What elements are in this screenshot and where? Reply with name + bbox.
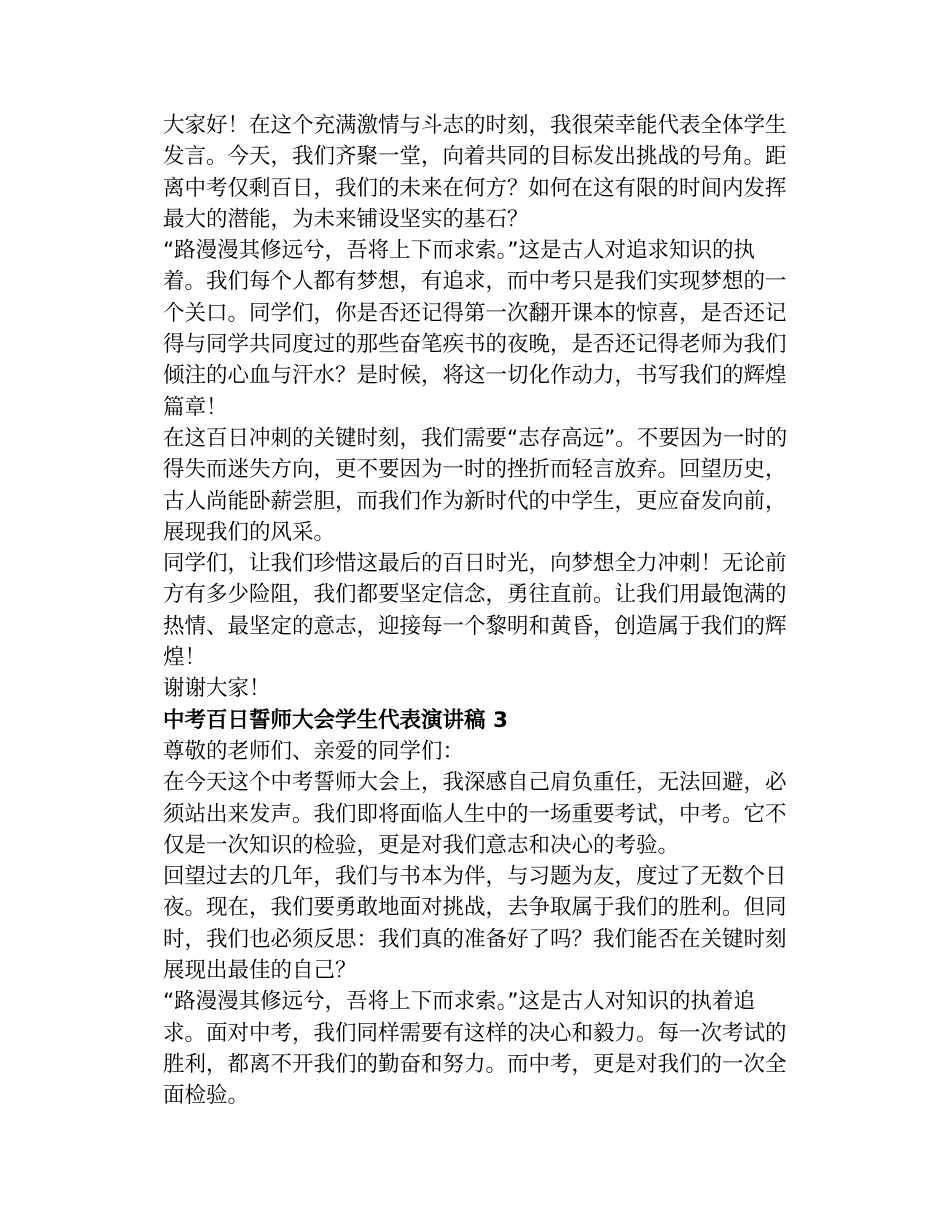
document-body bbox=[163, 110, 791, 1112]
paragraph-perseverance: “路漫漫其修远兮，吾将上下而求索。”这是古人对知识的执着追求。面对中考，我们同样需要有这样的决心和毅力。每一次考试的胜利，都离不开我们的勤奋和努力。而中考，更是对我们的一次全面检验。 bbox=[163, 989, 787, 1109]
paragraph-thanks: 谢谢大家！ bbox=[163, 676, 271, 702]
section-heading: 中考百日誓师大会学生代表演讲稿 3 bbox=[163, 707, 508, 733]
paragraph-greeting-opening: 大家好！在这个充满激情与斗志的时刻，我很荣幸能代表全体学生发言。今天，我们齐聚一堂，向着共同的目标发出挑战的号角。距离中考仅剩百日，我们的未来在何方？如何在这有限的时间内发挥最大的潜能，为未来铺设坚实的基石？ bbox=[163, 113, 787, 232]
paragraph-responsibility: 在今天这个中考誓师大会上，我深感自己肩负重任，无法回避，必须站出来发声。我们即将面临人生中的一场重要考试，中考。它不仅是一次知识的检验，更是对我们意志和决心的考验。 bbox=[163, 770, 787, 858]
paragraph-salutation: 尊敬的老师们、亲爱的同学们： bbox=[163, 738, 465, 764]
paragraph-call-to-action: 同学们，让我们珍惜这最后的百日时光，向梦想全力冲刺！无论前方有多少险阻，我们都要坚定信念，勇往直前。让我们用最饱满的热情、最坚定的意志，迎接每一个黎明和黄昏，创造属于我们的辉煌！ bbox=[163, 551, 787, 671]
paragraph-reflection: 回望过去的几年，我们与书本为伴，与习题为友，度过了无数个日夜。现在，我们要勇敢地面对挑战，去争取属于我们的胜利。但同时，我们也必须反思：我们真的准备好了吗？我们能否在关键时刻展现出最佳的自己？ bbox=[163, 864, 787, 984]
paragraph-ambition: 在这百日冲刺的关键时刻，我们需要“志存高远”。不要因为一时的得失而迷失方向，更不要因为一时的挫折而轻言放弃。回望历史，古人尚能卧薪尝胆，而我们作为新时代的中学生，更应奋发向前，展现我们的风采。 bbox=[163, 425, 788, 545]
paragraph-quote-dreams: “路漫漫其修远兮，吾将上下而求索。”这是古人对追求知识的执着。我们每个人都有梦想，有追求，而中考只是我们实现梦想的一个关口。同学们，你是否还记得第一次翻开课本的惊喜，是否还记得与同学共同度过的那些奋笔疾书的夜晚，是否还记得老师为我们倾注的心血与汗水？是时候，将这一切化作动力，书写我们的辉煌篇章！ bbox=[163, 238, 787, 420]
